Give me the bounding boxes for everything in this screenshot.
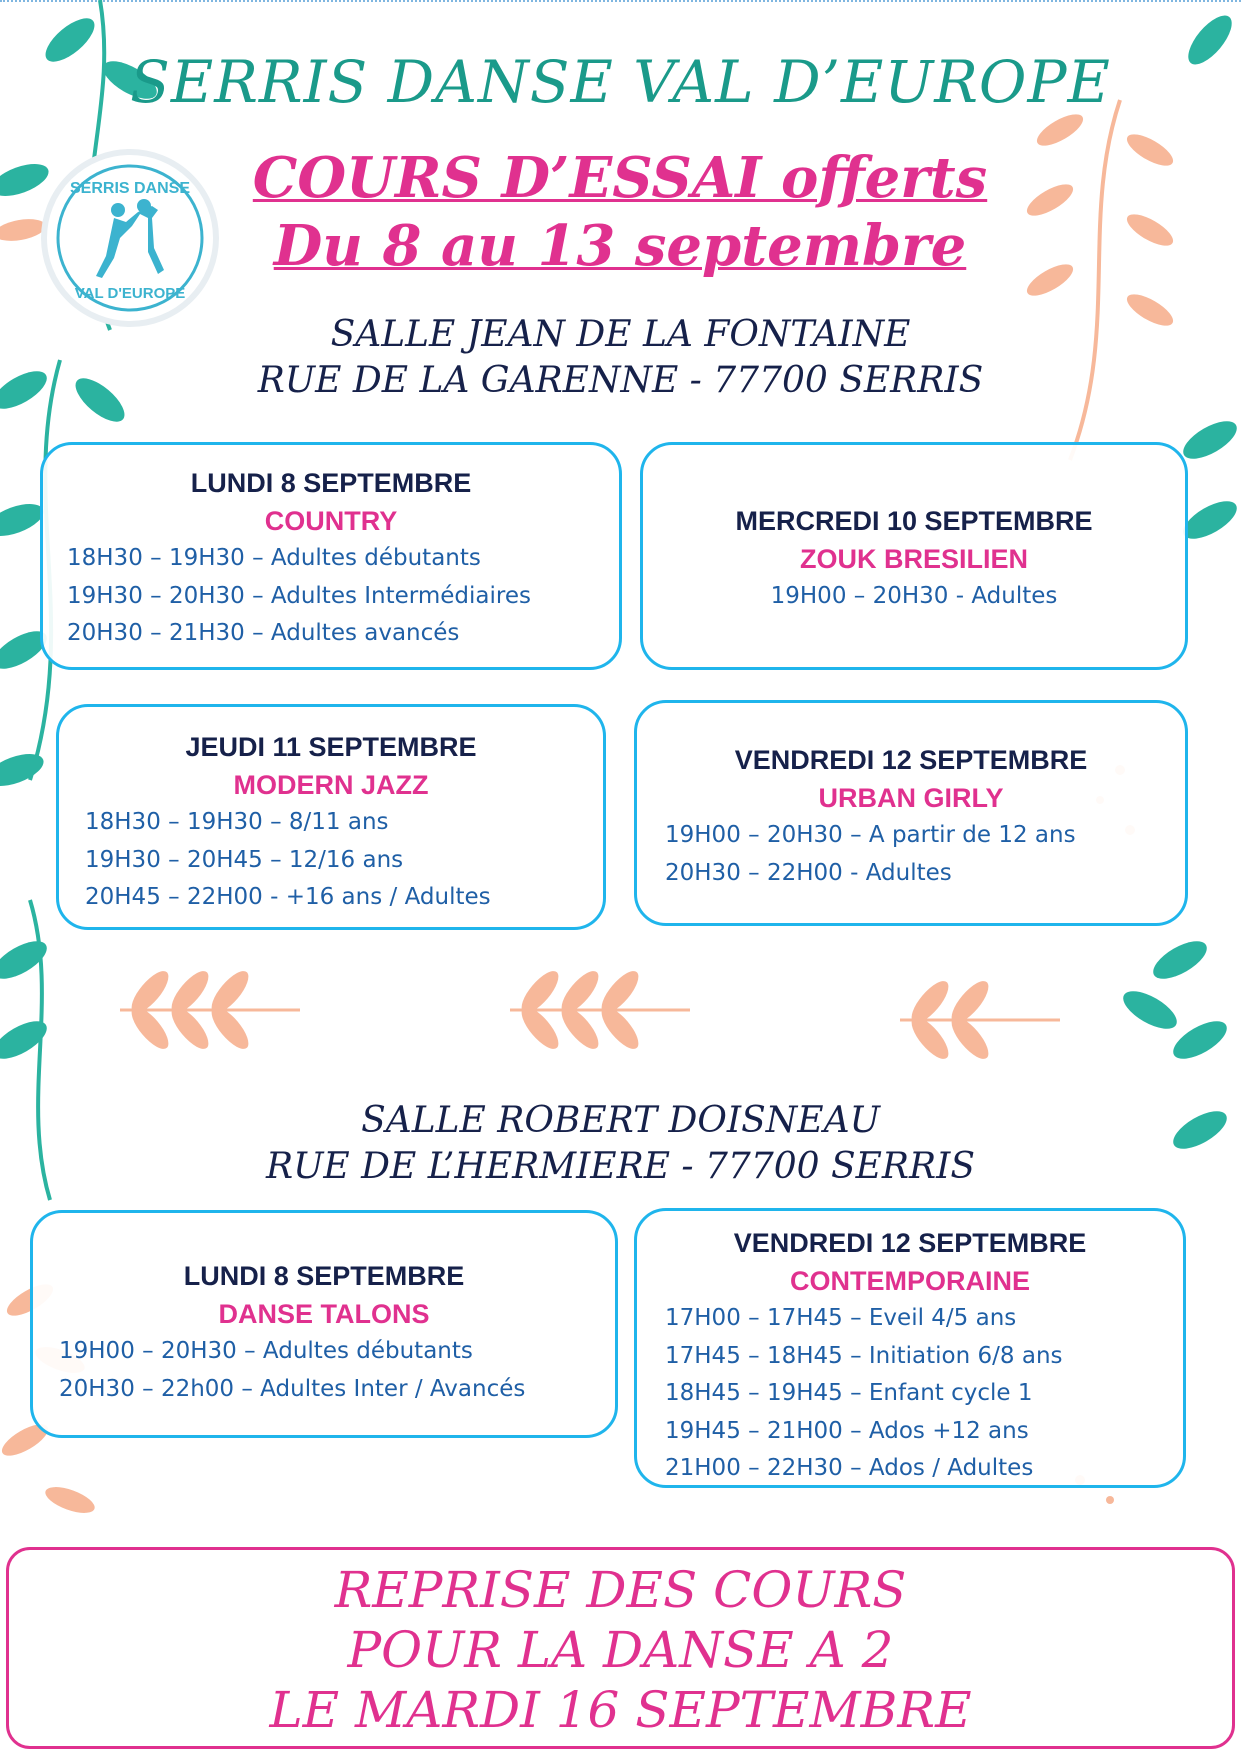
time-slot: 19H30 – 20H45 – 12/16 ans xyxy=(85,846,404,873)
time-slot: 20H30 – 22H00 - Adultes xyxy=(665,859,952,886)
time-slot: 19H30 – 20H30 – Adultes Intermédiaires xyxy=(67,582,531,609)
card-dance: MODERN JAZZ xyxy=(233,770,429,800)
schedule-card-lundi-country xyxy=(40,442,622,670)
card-day: LUNDI 8 SEPTEMBRE xyxy=(190,468,472,498)
venue1-address: RUE DE LA GARENNE - 77700 SERRIS xyxy=(257,360,984,401)
schedule-card-jeudi-jazz xyxy=(56,704,606,930)
schedule-card-lundi-talons xyxy=(30,1210,618,1438)
logo-top-text: SERRIS DANSE xyxy=(69,180,191,197)
reprise-line: REPRISE DES COURS xyxy=(334,1561,907,1619)
time-slot: 18H30 – 19H30 – 8/11 ans xyxy=(85,809,389,835)
schedule-card-mercredi-zouk xyxy=(640,442,1188,670)
time-slot: 19H45 – 21H00 – Ados +12 ans xyxy=(665,1417,1029,1444)
time-slot: 20H30 – 22h00 – Adultes Inter / Avancés xyxy=(59,1375,526,1402)
card-day: VENDREDI 12 SEPTEMBRE xyxy=(733,1228,1087,1258)
time-slot: 19H00 – 20H30 - Adultes xyxy=(770,583,1058,609)
venue1-name: SALLE JEAN DE LA FONTAINE xyxy=(330,314,911,355)
card-dance: CONTEMPORAINE xyxy=(789,1266,1030,1296)
venue2-name: SALLE ROBERT DOISNEAU xyxy=(361,1100,880,1141)
card-day: JEUDI 11 SEPTEMBRE xyxy=(185,732,477,762)
card-day: LUNDI 8 SEPTEMBRE xyxy=(183,1261,465,1291)
card-day: MERCREDI 10 SEPTEMBRE xyxy=(735,506,1093,536)
club-title: SERRIS DANSE VAL D’EUROPE xyxy=(130,48,1111,116)
reprise-line: LE MARDI 16 SEPTEMBRE xyxy=(269,1681,972,1739)
time-slot: 19H00 – 20H30 – Adultes débutants xyxy=(59,1338,473,1364)
venue2-address: RUE DE L’HERMIERE - 77700 SERRIS xyxy=(265,1146,976,1187)
logo-bottom-text: VAL D'EUROPE xyxy=(74,285,186,302)
time-slot: 17H00 – 17H45 – Eveil 4/5 ans xyxy=(665,1305,1017,1331)
time-slot: 18H30 – 19H30 – Adultes débutants xyxy=(67,545,481,571)
offer-dates: Du 8 au 13 septembre xyxy=(273,213,967,279)
offer-title: COURS D’ESSAI offerts xyxy=(252,145,988,211)
card-day: VENDREDI 12 SEPTEMBRE xyxy=(734,745,1088,775)
card-dance: URBAN GIRLY xyxy=(818,783,1004,813)
time-slot: 20H30 – 21H30 – Adultes avancés xyxy=(67,620,460,646)
card-dance: DANSE TALONS xyxy=(218,1299,430,1329)
time-slot: 20H45 – 22H00 - +16 ans / Adultes xyxy=(85,884,491,910)
time-slot: 19H00 – 20H30 – A partir de 12 ans xyxy=(665,822,1076,848)
card-dance: COUNTRY xyxy=(264,506,398,536)
card-dance: ZOUK BRESILIEN xyxy=(799,544,1028,574)
time-slot: 17H45 – 18H45 – Initiation 6/8 ans xyxy=(665,1342,1063,1369)
reprise-line: POUR LA DANSE A 2 xyxy=(347,1621,894,1679)
time-slot: 18H45 – 19H45 – Enfant cycle 1 xyxy=(665,1380,1033,1406)
time-slot: 21H00 – 22H30 – Ados / Adultes xyxy=(665,1455,1034,1481)
schedule-card-vendredi-urban xyxy=(634,700,1188,926)
reprise-announcement xyxy=(6,1547,1235,1749)
schedule-card-vendredi-contemporaine xyxy=(634,1208,1186,1488)
